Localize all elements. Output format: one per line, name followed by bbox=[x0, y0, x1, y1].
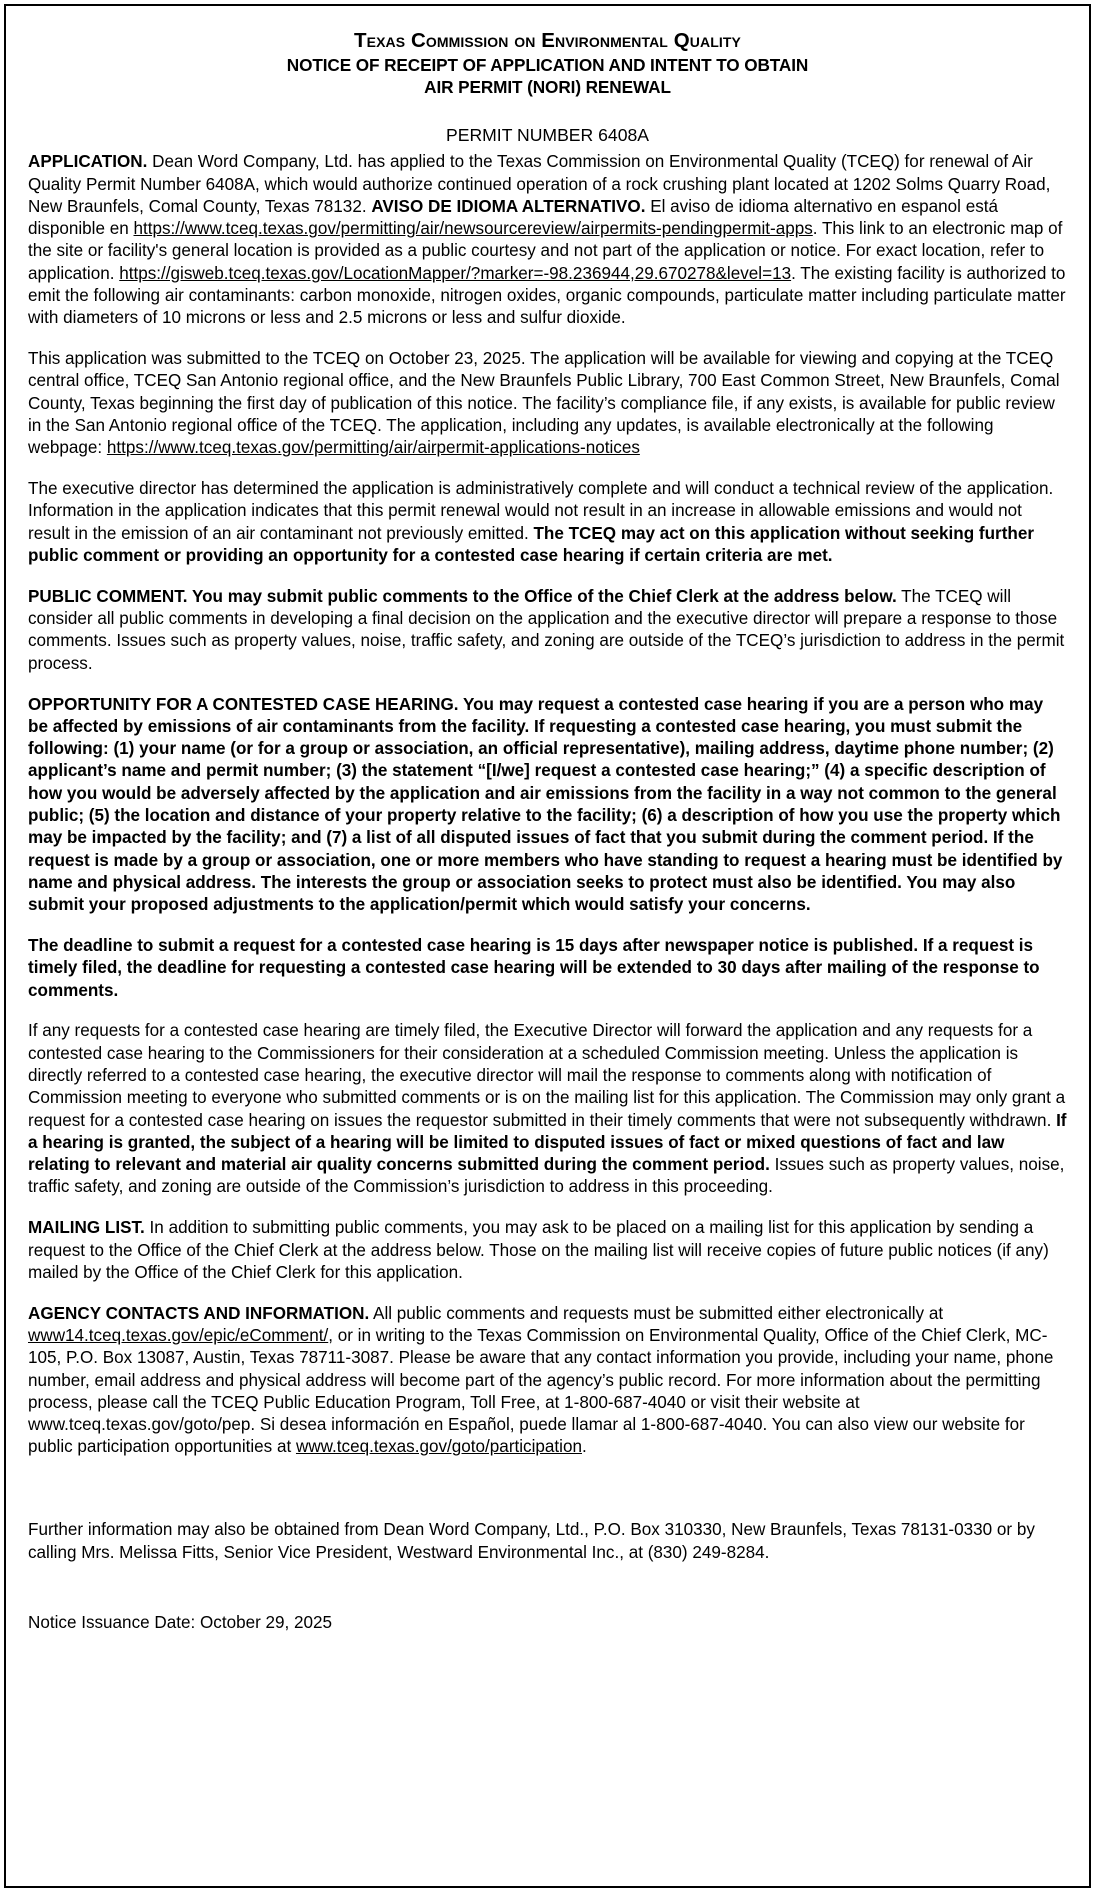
submittal-paragraph bbox=[28, 348, 1067, 459]
notice-title-line-2: AIR PERMIT (NORI) RENEWAL bbox=[424, 77, 671, 98]
submittal-text-1: This application was submitted to the TCEQ on October 23, 2025. The application will be available for viewing and copying at the TCEQ central office, TCEQ San Antonio regional office, and the New Braunfels Public Library, 700 East Common Street, New Braunfels, Comal County, Texas beginning the first day of publication of this notice. The facility’s compliance file, if any exists, is available for public review in the San Antonio regional office of the TCEQ. The application, including any updates, is available electronically at the following webpage: bbox=[28, 349, 1060, 458]
deadline-paragraph bbox=[28, 935, 1067, 1002]
pre-further-info-spacer bbox=[28, 1477, 1067, 1519]
executive-director-bold-text: The TCEQ may act on this application without seeking further public comment or providing an opportunity for a contested case hearing if certain criteria are met. bbox=[28, 523, 1034, 566]
location-mapper-link[interactable]: https://gisweb.tceq.texas.gov/LocationMapper/?marker=-98.236944,29.670278&level=13 bbox=[119, 263, 792, 283]
public-comment-paragraph bbox=[28, 586, 1067, 675]
timely-filed-text-1: If any requests for a contested case hearing are timely filed, the Executive Director will forward the application and any requests for a contested case hearing to the Commissioners for their consideration at a scheduled Commission meeting. Unless the application is directly referred to a contested case hearing, the executive director will mail the response to comments along with notification of Commission meeting to everyone who submitted comments or is on the mailing list for this application. The Commission may only grant a request for a contested case hearing on issues the requestor submitted in their timely comments that were not subsequently withdrawn. bbox=[28, 1021, 1066, 1130]
alt-language-link[interactable]: https://www.tceq.texas.gov/permitting/air/newsourcereview/airpermits-pendingpermit-apps bbox=[133, 219, 813, 239]
contested-case-hearing-text: OPPORTUNITY FOR A CONTESTED CASE HEARING. You may request a contested case hearing if you are a person who may be affected by emissions of air contaminants from the facility. If requesting a contested case hearing, you must submit the following: (1) your name (or for a group or association, an official representative), mailing address, daytime phone number; (2) applicant’s name and permit number; (3) the statement “[I/we] request a contested case hearing;” (4) a specific description of how you would be adversely affected by the application and air emissions from the facility in a way not common to the general public; (5) the location and distance of your property relative to the facility; (6) a description of how you use the property which may be impacted by the facility; and (7) a list of all disputed issues of fact that you submit during the comment period. If the request is made by a group or association, one or more members who have standing to request a hearing must be identified by name and physical address. The interests the group or association seeks to protect must also be identified. You may also submit your proposed adjustments to the application/permit which would satisfy your concerns. bbox=[28, 694, 1063, 915]
alt-language-heading: AVISO DE IDIOMA ALTERNATIVO. bbox=[371, 196, 646, 216]
application-text-4: . The existing facility is authorized to emit the following air contaminants: carbon monoxide, nitrogen oxides, organic compounds, particulate matter including particulate matter with diameters of 10 microns or less and 2.5 microns or less and sulfur dioxide. bbox=[28, 263, 1066, 328]
mailing-list-paragraph bbox=[28, 1217, 1067, 1284]
mailing-list-heading: MAILING LIST. bbox=[28, 1218, 145, 1238]
agency-contacts-paragraph bbox=[28, 1303, 1067, 1459]
application-heading: APPLICATION. bbox=[28, 152, 148, 172]
agency-contacts-heading: AGENCY CONTACTS AND INFORMATION. bbox=[28, 1303, 370, 1323]
mailing-list-text-1: In addition to submitting public comments, you may ask to be placed on a mailing list for this application by sending a request to the Office of the Chief Clerk at the address below. Those on the mailing list will receive copies of future public notices (if any) mailed by the Office of the Chief Clerk for this application. bbox=[28, 1218, 1049, 1282]
public-comment-heading: PUBLIC COMMENT. You may submit public comments to the Office of the Chief Clerk at the address below. bbox=[28, 586, 897, 606]
further-information-paragraph: Further information may also be obtained from Dean Word Company, Ltd., P.O. Box 310330, New Braunfels, Texas 78131-0330 or by calling Mrs. Melissa Fitts, Senior Vice President, Westward Environmental Inc., at (830) 249-8284. bbox=[28, 1520, 1035, 1562]
executive-director-text-1: The executive director has determined the application is administratively complete and will conduct a technical review of the application. Information in the application indicates that this permit renewal would not result in an increase in allowable emissions and would not result in the emission of an air contaminant not previously emitted. bbox=[28, 479, 1054, 543]
pre-issuance-spacer bbox=[28, 1582, 1067, 1612]
executive-director-paragraph bbox=[28, 478, 1067, 567]
agency-contacts-text-1: All public comments and requests must be submitted either electronically at bbox=[369, 1303, 944, 1323]
page-border-frame bbox=[4, 4, 1091, 1888]
contested-case-hearing-paragraph bbox=[28, 694, 1067, 917]
public-comment-text-1: The TCEQ will consider all public comments in developing a final decision on the application and the executive director will prepare a response to those comments. Issues such as property values, noise, traffic safety, and zoning are outside of the TCEQ’s jurisdiction to address in the permit process. bbox=[28, 586, 1065, 673]
application-text-3: . This link to an electronic map of the site or facility's general location is provided as a public courtesy and not part of the application or notice. For exact location, refer to application. bbox=[28, 219, 1063, 283]
agency-contacts-text-3: . bbox=[581, 1437, 587, 1457]
application-text-1: Dean Word Company, Ltd. has applied to the Texas Commission on Environmental Quality (TCEQ) for renewal of Air Quality Permit Number 6408A, which would authorize continued operation of a rock crushing plant located at 1202 Solms Quarry Road, New Braunfels, Comal County, Texas 78132. bbox=[28, 152, 1051, 216]
application-text-2: El aviso de idioma alternativo en espanol está disponible en bbox=[28, 196, 999, 239]
timely-filed-text-2: Issues such as property values, noise, traffic safety, and zoning are outside of the Commission’s jurisdiction to address in this proceeding. bbox=[28, 1155, 1065, 1197]
permit-number: PERMIT NUMBER 6408A bbox=[445, 125, 650, 146]
application-paragraph bbox=[28, 151, 1067, 329]
agency-title: Texas Commission on Environmental Quality bbox=[354, 29, 741, 52]
timely-filed-paragraph bbox=[28, 1020, 1067, 1198]
participation-link[interactable]: www.tceq.texas.gov/goto/participation bbox=[295, 1437, 582, 1457]
agency-contacts-text-2: , or in writing to the Texas Commission on Environmental Quality, Office of the Chief Clerk, MC-105, P.O. Box 13087, Austin, Texas 78711-3087. Please be aware that any contact information you provide, including your name, phone number, email address and physical address will become part of the agency’s public record. For more information about the permitting process, please call the TCEQ Public Education Program, Toll Free, at 1-800-687-4040 or visit their website at www.tceq.texas.gov/goto/pep. Si desea información en Español, puede llamar al 1-800-687-4040. You can also view our website for public participation opportunities at bbox=[28, 1325, 1054, 1457]
document-header bbox=[28, 28, 1067, 98]
notice-issuance-date: Notice Issuance Date: October 29, 2025 bbox=[28, 1613, 333, 1633]
deadline-text: The deadline to submit a request for a contested case hearing is 15 days after newspaper notice is published. If a request is timely filed, the deadline for requesting a contested case hearing will be extended to 30 days after mailing of the response to comments. bbox=[28, 936, 1040, 1000]
notice-title-line-1: NOTICE OF RECEIPT OF APPLICATION AND INTENT TO OBTAIN bbox=[286, 55, 809, 76]
ecomment-link[interactable]: www14.tceq.texas.gov/epic/eComment/ bbox=[28, 1325, 329, 1345]
application-notices-link[interactable]: https://www.tceq.texas.gov/permitting/air/airpermit-applications-notices bbox=[106, 438, 640, 458]
timely-filed-bold-text: If a hearing is granted, the subject of a hearing will be limited to disputed issues of fact or mixed questions of fact and law relating to relevant and material air quality concerns submitted during the comment period. bbox=[28, 1110, 1067, 1175]
